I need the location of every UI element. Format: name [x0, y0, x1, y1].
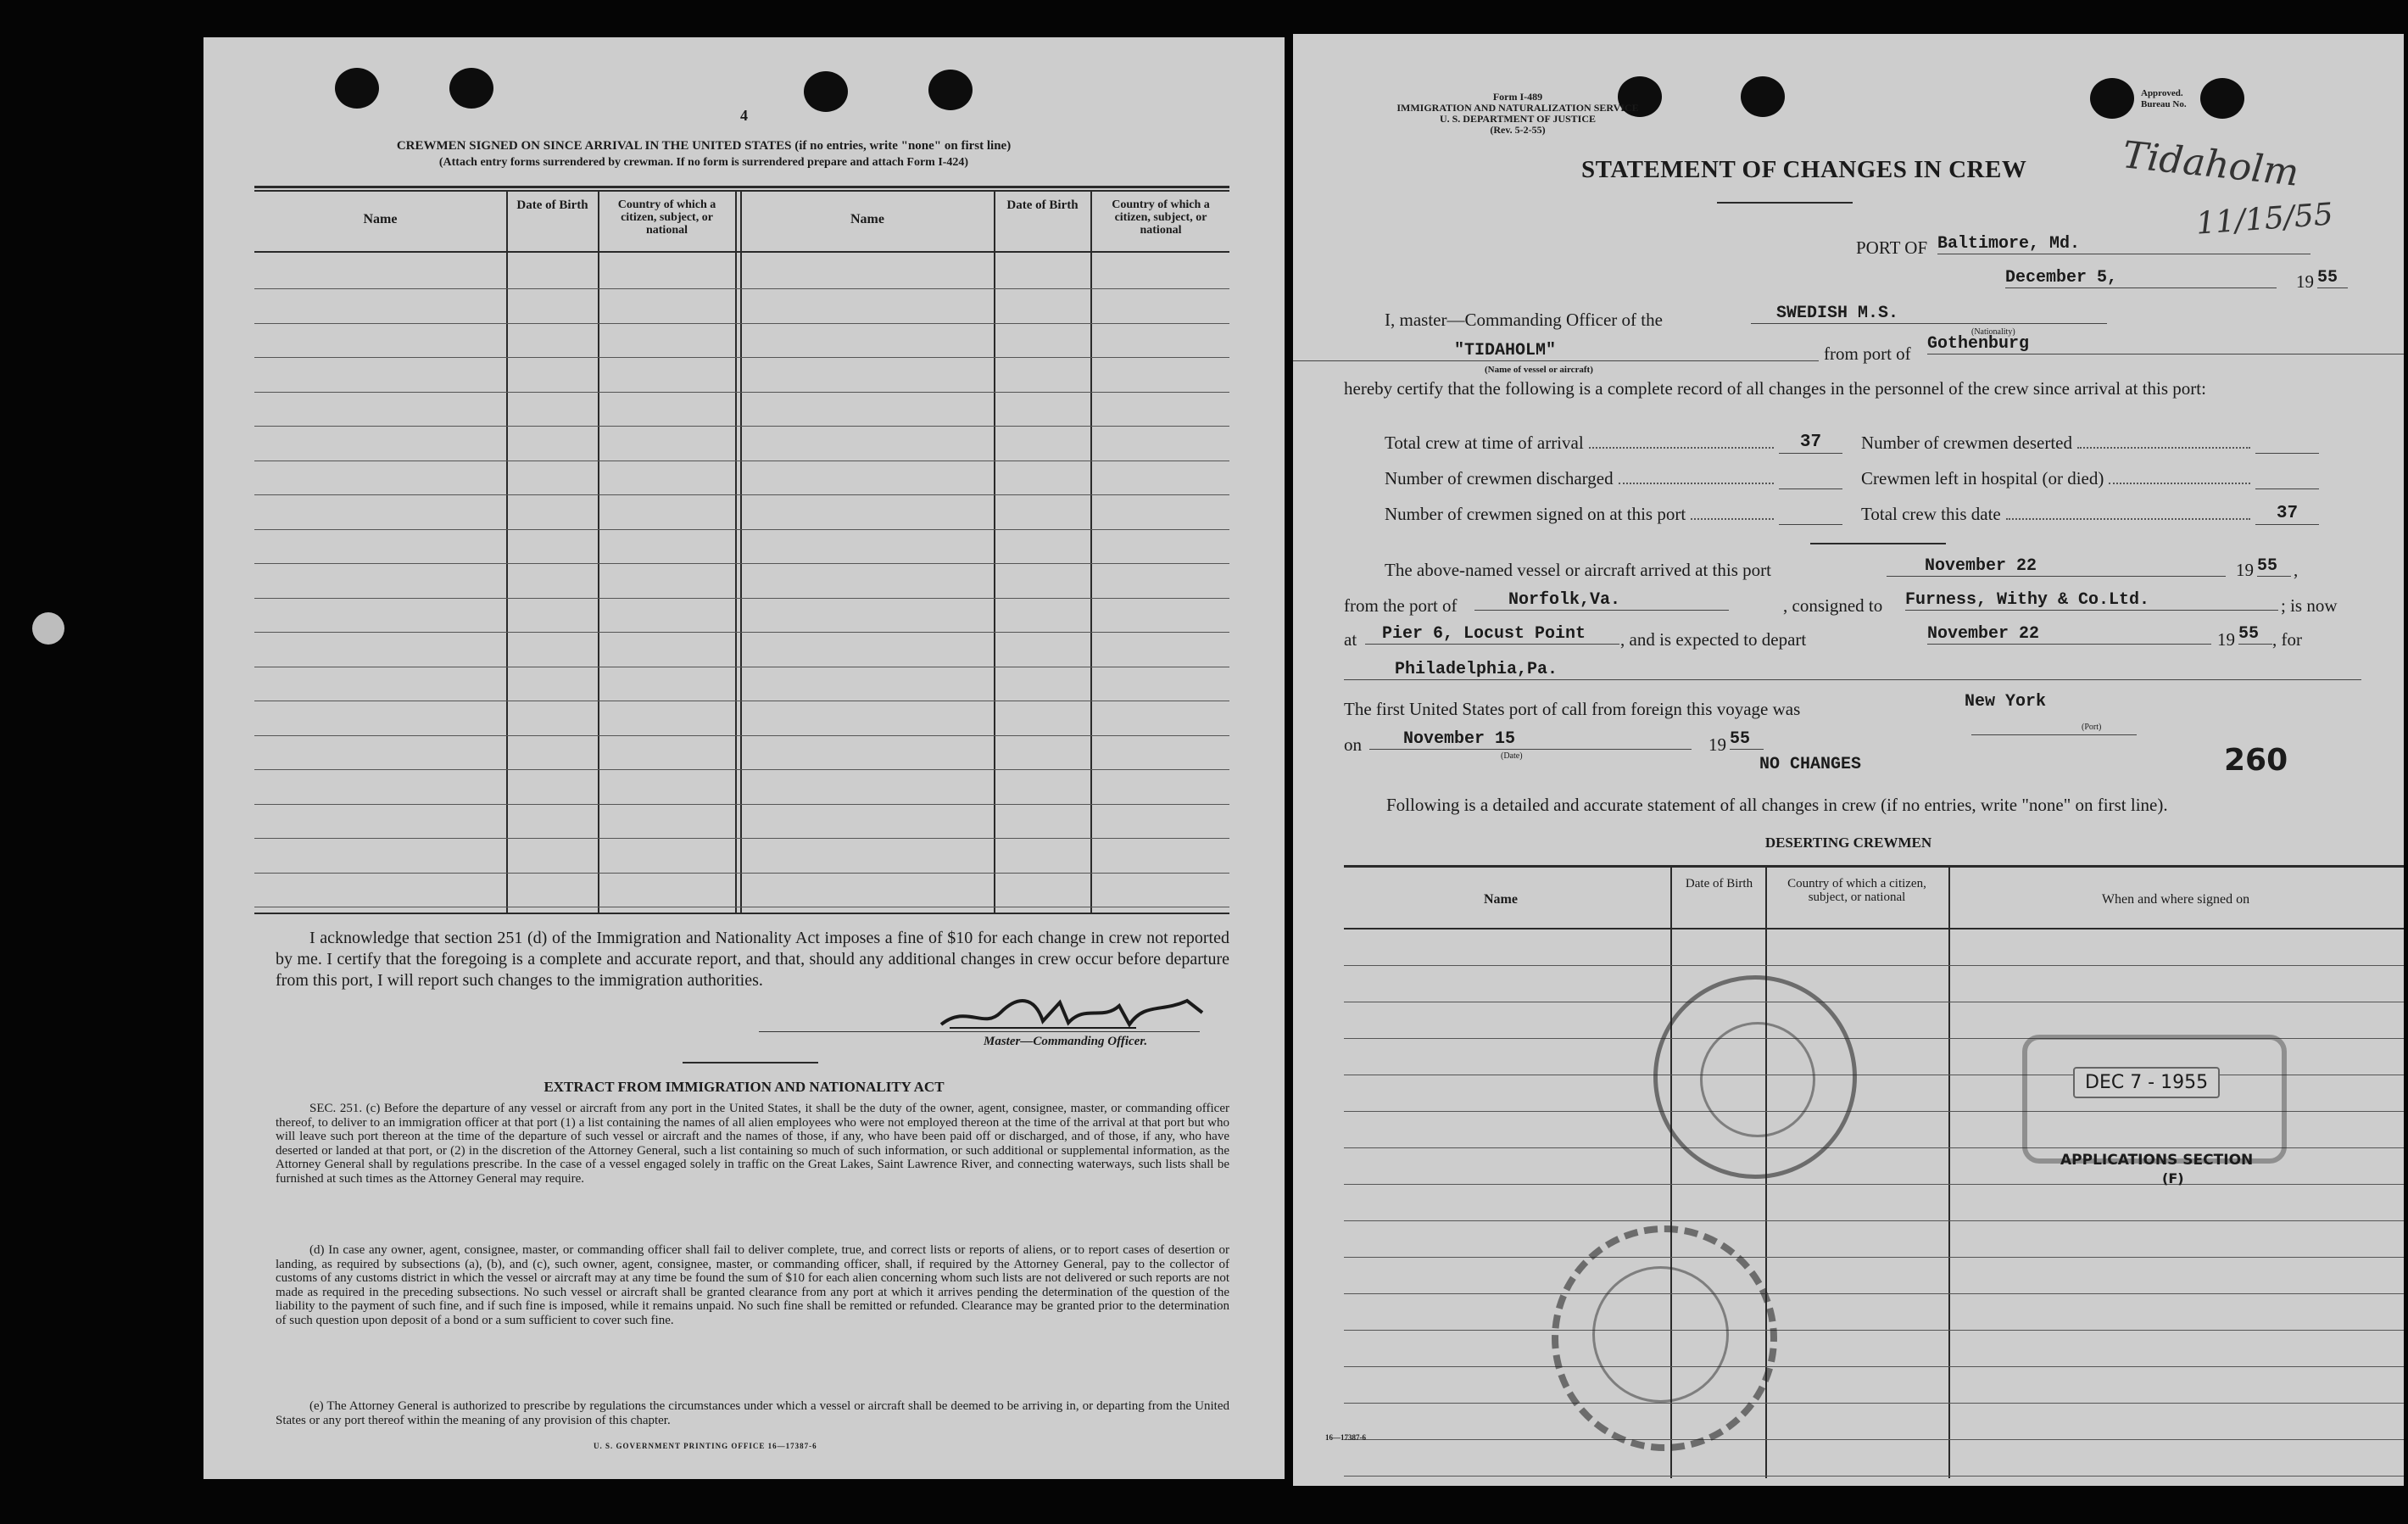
year-prefix: 19 — [2296, 271, 2314, 292]
table-row — [1344, 1257, 2404, 1258]
vessel-caption: (Name of vessel or aircraft) — [1485, 365, 1593, 375]
table-row — [1344, 1184, 2404, 1185]
form-title: STATEMENT OF CHANGES IN CREW — [1581, 156, 2027, 183]
divider — [1717, 202, 1853, 204]
table-row — [254, 392, 1229, 393]
handwritten-date: 11/15/55 — [2194, 197, 2334, 242]
printing-office-footer: U. S. GOVERNMENT PRINTING OFFICE 16—17387-6 — [594, 1442, 817, 1450]
applications-section-stamp: APPLICATIONS SECTION — [2060, 1152, 2254, 1169]
mail-received-postmark — [1653, 975, 1857, 1179]
from-port-label: from port of — [1824, 343, 1911, 364]
divider — [683, 1062, 818, 1063]
depart-date: November 22 — [1927, 624, 2211, 645]
table-bottom-rule — [254, 913, 1229, 914]
column-header-country: Country of which a citizen, subject, or national — [617, 198, 716, 237]
signed-on-row — [1385, 504, 1842, 525]
table-row — [1344, 1366, 2404, 1367]
discharged-row — [1385, 468, 1842, 489]
port-label: PORT OF — [1856, 237, 1928, 258]
column-header-date-of-birth: Date of Birth — [516, 198, 588, 212]
total-crew-date-row — [1861, 504, 2319, 525]
table-row — [254, 288, 1229, 289]
master-signature — [933, 987, 1221, 1038]
total-crew-arrival-row — [1385, 433, 1842, 454]
form-footer: 16—17387-6 — [1325, 1433, 1366, 1442]
divider — [1810, 543, 1946, 544]
table-row — [1344, 1403, 2404, 1404]
table-row — [1344, 1330, 2404, 1331]
first-port-value: New York — [1965, 692, 2047, 712]
report-year: 55 — [2317, 268, 2348, 288]
column-rule — [1948, 868, 1950, 1478]
first-port-date: November 15 — [1369, 729, 1692, 750]
records-received-postmark — [1552, 1225, 1777, 1451]
table-row — [254, 632, 1229, 633]
deserting-crewmen-title: DESERTING CREWMEN — [1764, 835, 1932, 851]
received-date-stamp: DEC 7 - 1955 — [2073, 1067, 2220, 1098]
table-row — [254, 598, 1229, 599]
destination-port: Philadelphia,Pa. — [1344, 660, 2361, 680]
table-row — [254, 873, 1229, 874]
total-crew-arrival-value: 37 — [1779, 433, 1842, 454]
deserting-header-date-of-birth: Date of Birth — [1685, 877, 1753, 890]
punch-hole — [928, 70, 973, 110]
certification-text: hereby certify that the following is a complete record of all changes in the personnel of the crew since arrival at this port: — [1344, 378, 2206, 399]
table-row — [254, 838, 1229, 839]
discharged-value — [1779, 468, 1842, 489]
column-header-name: Name — [363, 212, 398, 226]
table-row — [254, 323, 1229, 324]
following-statement: Following is a detailed and accurate statement of all changes in crew (if no entries, write "none" on first line). — [1386, 795, 2168, 815]
table-row — [1344, 1439, 2404, 1440]
acknowledgement-text: I acknowledge that section 251 (d) of the Immigration and Nationality Act imposes a fine of $10 for each change in crew not reported by me. I certify that the foregoing is a complete and accurate report, and that, should any additional changes in crew occur before departure from this port, I will report such changes to the immigration authorities. — [276, 929, 1229, 990]
punch-hole — [2200, 78, 2244, 119]
table-header-rule — [254, 251, 1229, 253]
department-name: U. S. DEPARTMENT OF JUSTICE — [1439, 113, 1597, 125]
table-row — [254, 769, 1229, 770]
signature-caption: Master—Commanding Officer. — [984, 1035, 1148, 1048]
column-header-country-2: Country of which a citizen, subject, or national — [1112, 198, 1210, 237]
applications-section-code: (F) — [2162, 1170, 2184, 1186]
form-header — [1340, 92, 1696, 136]
left-page — [203, 37, 1285, 1479]
first-port-label: The first United States port of call from foreign this voyage was — [1344, 699, 1801, 719]
hospital-label: Crewmen left in hospital (or died) — [1861, 468, 2104, 488]
handwritten-vessel-name: Tidaholm — [2120, 133, 2301, 195]
depart-year: 55 — [2238, 624, 2272, 645]
punch-hole — [804, 71, 848, 112]
total-crew-date-label: Total crew this date — [1861, 504, 2001, 524]
extract-section-c: SEC. 251. (c) Before the departure of any vessel or aircraft from any port in the United States, it shall be the duty of the owner, agent, consignee, master, or commanding officer thereof, to deliver to an immigration officer at that port (1) a list containing the names of all alien employees who were not employed thereon at the time of the arrival at that port but who will leave such port thereon at the time of the departure of such vessel or aircraft and the names of those, if any, who have been paid off or discharged, and of those, if any, who have deserted or landed at that port, or (2) in the discretion of the Attorney General, such a list containing so much of such information, or such additional or supplemental information, as the Attorney General shall by regulations prescribe. In the case of a vessel engaged solely in traffic on the Great Lakes, Saint Lawrence River, and connecting waterways, such lists shall be furnished at such times as the Attorney General may require. — [276, 1102, 1229, 1186]
agency-name: IMMIGRATION AND NATURALIZATION SERVICE — [1396, 102, 1639, 114]
punch-hole — [335, 68, 379, 109]
from-port-value: Gothenburg — [1927, 334, 2404, 354]
received-stamp-frame — [2022, 1035, 2287, 1164]
table-row — [254, 735, 1229, 736]
vessel-nationality: SWEDISH M.S. — [1751, 304, 2107, 324]
extract-section-d: (d) In case any owner, agent, consignee, master, or commanding officer shall fail to deliver complete, true, and correct lists or reports of aliens, or to report cases of desertion or landing, as required by subsections (a), (b), and (c), such owner, agent, consignee, master, or commanding officer, shall, if required by the Attorney General, pay to the collector of customs of any customs district in which the vessel or aircraft may at any time be found the sum of $10 for each alien concerning whom such lists are not delivered or such reports are not made as required in the preceding subsections. No such vessel or aircraft shall be granted clearance from any port at which it arrives pending the determination of the question of the liability to the payment of such fine, and if such fine is imposed, while it remains unpaid. No such fine shall be remitted or refunded. Clearance may be granted prior to the determination of such question upon deposit of a bond or a sum sufficient to cover such fine. — [276, 1243, 1229, 1327]
depart-label: , and is expected to depart — [1620, 629, 1807, 650]
arrived-date: November 22 — [1887, 556, 2226, 577]
punch-hole — [1741, 76, 1785, 117]
right-page: Form I-489 IMMIGRATION AND NATURALIZATION SERVICE U. S. DEPARTMENT OF JUSTICE (Rev. 5-2-55) Approved. Bureau No. STATEMENT OF CHANGES IN CREW Tidaholm 11/15/55 PORT OF Baltimore, Md. December 5, 19 55 I, master—Commanding Officer of the SWEDISH M.S. "TIDAHOLM" from port of (Nationality) Gothenburg (Name of vessel or aircraft) hereby certify that the following is a complete record of all changes in the personnel of the crew since arrival at this port: Total crew at time of arrival 37 Number of crewmen deserted Number of crewmen discharged Crewmen left in hospital (or died) Number of crewmen signed on at this port Total crew this date 37 The above-named vessel or aircraft arrived at this port November 22 19 55 , from the port of Norfolk,Va. , consigned to Furness, Withy & Co.Ltd. ; is now at Pier 6, Locust Point , and is expected to depart November 22 19 55 , for Philadelphia,Pa. The first United States port of call from foreign this voyage was New York (Port) on November 15 19 55 (Date) NO CHANGES 260 Following is a detailed and accurate statement of all changes in crew (if no entries, write "none" on first line). DESERTING CREWMEN Name Date of Birth Country of which a citizen, subject, or national When and where signed on DEC 7 - 1955 APPLICATIONS SECTION (F) 16—17387-6 — [1293, 34, 2404, 1486]
table-row — [1344, 1476, 2404, 1477]
on-label: on — [1344, 734, 1362, 755]
discharged-label: Number of crewmen discharged — [1385, 468, 1614, 488]
form-revision: (Rev. 5-2-55) — [1490, 124, 1546, 136]
at-label: at — [1344, 629, 1357, 650]
from-the-port-value: Norfolk,Va. — [1474, 590, 1729, 611]
master-label: I, master—Commanding Officer of the — [1385, 310, 1663, 330]
crewmen-signed-heading: CREWMEN SIGNED ON SINCE ARRIVAL IN THE UNITED STATES (if no entries, write "none" on first line) — [396, 139, 1012, 153]
deserting-header-name: Name — [1484, 892, 1518, 907]
deserted-row — [1861, 433, 2319, 454]
consigned-value: Furness, Withy & Co.Ltd. — [1905, 590, 2278, 611]
no-changes-note: NO CHANGES — [1759, 755, 1862, 774]
table-border — [1344, 865, 2404, 868]
is-now-label: ; is now — [2281, 595, 2338, 616]
port-value: Baltimore, Md. — [1937, 234, 2310, 254]
on-year-prefix: 19 — [1708, 734, 1726, 755]
extract-section-e: (e) The Attorney General is authorized to prescribe by regulations the circumstances under which a vessel or aircraft shall be deemed to be arriving in, or departing from the United States or any port thereof within the meaning of any provision of this chapter. — [276, 1399, 1229, 1427]
hospital-row — [1861, 468, 2319, 489]
deserted-value — [2255, 433, 2319, 454]
form-number: Form I-489 — [1492, 91, 1543, 103]
table-row — [254, 357, 1229, 358]
signature-line — [759, 1031, 1200, 1032]
table-border — [254, 186, 1229, 188]
table-row — [254, 494, 1229, 495]
vessel-name: "TIDAHOLM" — [1293, 341, 1819, 361]
berth-location: Pier 6, Locust Point — [1365, 624, 1619, 645]
approval-note — [2141, 88, 2187, 110]
table-row — [254, 529, 1229, 530]
table-row — [254, 426, 1229, 427]
arrived-year: 55 — [2257, 556, 2291, 577]
table-header-rule — [1344, 928, 2404, 929]
table-row — [1344, 1293, 2404, 1294]
table-row — [1344, 965, 2404, 966]
table-row — [254, 804, 1229, 805]
table-row — [254, 563, 1229, 564]
from-the-port-label: from the port of — [1344, 595, 1458, 616]
total-crew-arrival-label: Total crew at time of arrival — [1385, 433, 1584, 453]
date-caption: (Date) — [1501, 751, 1523, 761]
punch-hole — [2090, 78, 2134, 119]
crewmen-signed-subheading: (Attach entry forms surrendered by crewman. If no form is surrendered prepare and attach Form I-424) — [438, 156, 969, 169]
arrived-label: The above-named vessel or aircraft arrived at this port — [1385, 560, 1771, 580]
extract-title: EXTRACT FROM IMMIGRATION AND NATIONALITY ACT — [543, 1079, 945, 1095]
deserted-label: Number of crewmen deserted — [1861, 433, 2072, 453]
port-caption: (Port) — [2082, 723, 2102, 732]
bureau-number-label: Bureau No. — [2141, 99, 2187, 109]
table-row — [1344, 1220, 2404, 1221]
approved-label: Approved. — [2141, 88, 2183, 98]
total-crew-date-value: 37 — [2255, 504, 2319, 525]
page-number: 4 — [740, 107, 748, 124]
punch-hole — [449, 68, 493, 109]
signed-on-label: Number of crewmen signed on at this port — [1385, 504, 1686, 524]
background-punch-hole — [32, 612, 64, 645]
report-date: December 5, — [2005, 268, 2277, 288]
depart-year-prefix: 19 — [2217, 629, 2235, 650]
stamped-number: 260 — [2224, 743, 2288, 778]
on-year: 55 — [1730, 729, 1764, 750]
arrived-year-prefix: 19 — [2236, 560, 2254, 580]
first-port-line — [1971, 734, 2137, 735]
nationality-caption: (Nationality) — [1971, 327, 2015, 337]
deserting-header-country: Country of which a citizen, subject, or national — [1787, 877, 1926, 904]
deserting-header-when-where: When and where signed on — [2101, 892, 2250, 907]
consigned-label: , consigned to — [1783, 595, 1883, 616]
signed-on-value — [1779, 504, 1842, 525]
for-label: , for — [2272, 629, 2302, 650]
column-header-name-2: Name — [850, 212, 884, 226]
table-border — [254, 190, 1229, 192]
column-header-date-of-birth-2: Date of Birth — [1006, 198, 1079, 212]
hospital-value — [2255, 468, 2319, 489]
